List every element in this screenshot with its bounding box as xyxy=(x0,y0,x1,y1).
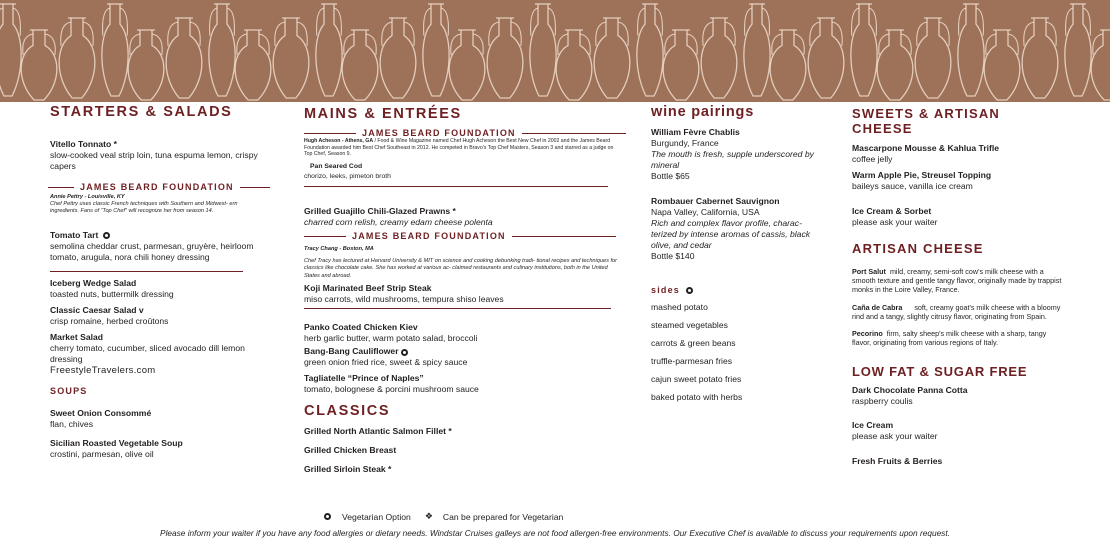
mains-column xyxy=(304,104,624,475)
jbf-label: JAMES BEARD FOUNDATION xyxy=(80,182,234,192)
cheese-name: Caña de Cabra xyxy=(852,302,903,312)
wine-name: Rombauer Cabernet Sauvignon xyxy=(651,196,780,206)
dessert-ice-cream-sorbet xyxy=(852,206,1062,228)
wine-price: Bottle $140 xyxy=(651,251,695,261)
item-desc: semolina cheddar crust, parmesan, gruyère, heirloom tomato, arugula, nora chili honey dressing xyxy=(50,240,254,262)
chef-note: Chef Pettry uses classic French techniques with Southern and Midwest- ern ingredients. Fans of “Top Chef” will recognize her from season 14. xyxy=(50,201,238,215)
item-name: Ice Cream xyxy=(852,420,894,431)
item-desc: raspberry coulis xyxy=(852,396,913,407)
cheese-desc: firm, salty sheep's milk cheese with a sharp, tangy flavor, originating from various regions of Italy. xyxy=(852,329,1049,348)
item-desc: please ask your waiter xyxy=(852,217,938,227)
item-desc: baileys sauce, vanilla ice cream xyxy=(852,181,973,191)
dessert-mascarpone xyxy=(852,143,1062,165)
sides-heading: sides xyxy=(651,285,826,295)
chef-name: Annie Pettry - Louisville, KY xyxy=(50,194,125,200)
item-name: Sweet Onion Consommé xyxy=(50,408,152,419)
jbf-label: JAMES BEARD FOUNDATION xyxy=(362,128,516,138)
menu-item-koji-steak xyxy=(304,283,624,305)
wine-chablis xyxy=(651,127,826,182)
dessert-apple-pie xyxy=(852,170,1062,192)
menu-item-market xyxy=(50,332,265,365)
vegetarian-icon xyxy=(401,349,408,356)
item-desc: flan, chives xyxy=(50,419,93,430)
classic-item: Grilled Chicken Breast xyxy=(304,445,397,456)
wine-note: Rich and complex flavor profile, charac- terized by intense aromas of cassis, black olive, and cedar xyxy=(651,218,811,250)
item-desc: toasted nuts, buttermilk dressing xyxy=(50,289,174,300)
item-name: Koji Marinated Beef Strip Steak xyxy=(304,282,432,293)
wine-price: Bottle $65 xyxy=(651,171,690,181)
item-desc: tomato, bolognese & porcini mushroom sauce xyxy=(304,384,479,395)
classics-heading: CLASSICS xyxy=(304,403,391,420)
legend xyxy=(322,511,563,522)
diamond-icon: ❖ xyxy=(424,511,433,521)
wine-note: The mouth is fresh, supple underscored by mineral xyxy=(651,149,814,170)
item-name: Bang-Bang Cauliflower xyxy=(304,346,399,357)
item-name: Classic Caesar Salad v xyxy=(50,305,144,316)
divider xyxy=(304,308,611,310)
cheese-pecorino xyxy=(852,329,1062,347)
item-desc: crisp romaine, herbed croûtons xyxy=(50,316,169,327)
chef-bio: / Food & Wine Magazine named Chef Hugh Acheson the Best New Chef in 2002 and the James Beard Foundation awarded him Best Chef Southeast in 2012. He competed in Bravo's Top Chef Masters, Season 3 and starred as a judge on Top Chef, Season 9. xyxy=(304,138,614,157)
menu-item-tagliatelle xyxy=(304,373,624,395)
side-item: cajun sweet potato fries xyxy=(651,374,742,384)
item-desc: green onion fried rice, sweet & spicy sauce xyxy=(304,357,468,368)
divider xyxy=(304,186,608,188)
item-name: Fresh Fruits & Berries xyxy=(852,456,943,467)
wine-rombauer xyxy=(651,196,826,262)
vegetarian-icon xyxy=(686,287,693,294)
chef-note xyxy=(304,138,619,158)
item-desc: charred corn relish, creamy edam cheese polenta xyxy=(304,217,493,227)
lowfat-heading: LOW FAT & SUGAR FREE xyxy=(852,364,1028,380)
sweets-heading: SWEETS & ARTISAN CHEESE xyxy=(852,106,1001,136)
james-beard-banner xyxy=(48,182,265,192)
cheese-desc: soft, creamy goat's milk cheese with a bloomy rind and a tangy, slightly citrusy flavor, originating from Spain. xyxy=(852,302,1063,321)
wine-column xyxy=(651,104,826,403)
menu-item-onion-consomme xyxy=(50,408,265,430)
chef-name: Tracy Chang - Boston, MA xyxy=(304,246,374,252)
prep-legend-label: Can be prepared for Vegetarian xyxy=(442,511,564,522)
chef-note: Chef Tracy has lectured at Harvard University & MIT on science and cooking debunking tradi- tional recipes and techniques for classics like chocolate cake. She has worked at various ac- claimed restaurants and culinary institutions, both in the United States and abroad. xyxy=(304,258,617,279)
cheese-heading: ARTISAN CHEESE xyxy=(852,241,984,256)
item-name: Panko Coated Chicken Kiev xyxy=(304,322,418,333)
item-desc: crostini, parmesan, olive oil xyxy=(50,449,154,460)
item-desc: cherry tomato, cucumber, sliced avocado dill lemon dressing xyxy=(50,343,245,365)
menu-item-caesar xyxy=(50,305,265,327)
starters-column xyxy=(50,104,265,460)
item-name: Market Salad xyxy=(50,332,104,343)
item-name: Dark Chocolate Panna Cotta xyxy=(852,385,968,396)
wine-heading: wine pairings xyxy=(651,104,755,120)
starters-heading: STARTERS & SALADS xyxy=(50,104,233,120)
side-item: steamed vegetables xyxy=(651,320,728,330)
mains-heading: MAINS & ENTRÉES xyxy=(304,106,462,122)
wine-region: Burgundy, France xyxy=(651,138,719,148)
cheese-desc: mild, creamy, semi-soft cow's milk cheese with a smooth texture and gentle tangy flavor, originally made by trappist monks in the Loire Valley, France. xyxy=(852,267,1064,295)
side-item: baked potato with herbs xyxy=(651,392,743,402)
menu-item-bangbang xyxy=(304,346,624,368)
item-desc: herb garlic butter, warm potato salad, broccoli xyxy=(304,333,478,344)
item-name: Tomato Tart xyxy=(50,229,99,240)
dessert-panna-cotta xyxy=(852,385,1062,407)
side-item: carrots & green beans xyxy=(651,338,736,348)
item-name: Mascarpone Mousse & Kahlua Trifle xyxy=(852,143,1000,153)
jbf-label: JAMES BEARD FOUNDATION xyxy=(352,231,506,241)
cheese-name: Pecorino xyxy=(852,329,883,339)
soups-heading: SOUPS xyxy=(50,386,88,397)
menu-item-iceberg xyxy=(50,278,265,300)
wine-region: Napa Valley, California, USA xyxy=(651,207,760,217)
item-desc: miso carrots, wild mushrooms, tempura shiso leaves xyxy=(304,293,504,304)
item-name: Ice Cream & Sorbet xyxy=(852,206,932,216)
james-beard-banner xyxy=(304,128,624,138)
wine-name: William Fèvre Chablis xyxy=(651,127,740,137)
james-beard-banner xyxy=(304,231,624,241)
menu-item-tomato-tart xyxy=(50,230,265,263)
decorative-banner xyxy=(0,0,1110,102)
divider xyxy=(50,271,243,273)
cheese-cana-de-cabra xyxy=(852,303,1062,321)
side-item: mashed potato xyxy=(651,302,708,312)
menu-item-prawns xyxy=(304,206,624,228)
dessert-ice-cream xyxy=(852,420,1062,442)
item-name: Vitello Tonnato * xyxy=(50,139,117,149)
item-name: Iceberg Wedge Salad xyxy=(50,278,137,289)
side-item: truffle-parmesan fries xyxy=(651,356,733,366)
classic-item: Grilled North Atlantic Salmon Fillet * xyxy=(304,426,452,437)
watermark-text: FreestyleTravelers.com xyxy=(50,365,156,377)
item-name: Sicilian Roasted Vegetable Soup xyxy=(50,438,183,449)
vegetarian-icon xyxy=(324,513,331,520)
item-name: Grilled Guajillo Chili-Glazed Prawns * xyxy=(304,206,456,216)
cheese-port-salut xyxy=(852,267,1062,295)
vegetarian-icon xyxy=(103,232,110,239)
item-desc: slow-cooked veal strip loin, tuna espuma lemon, crispy capers xyxy=(50,150,258,171)
item-desc: please ask your waiter xyxy=(852,431,938,442)
veg-legend-label: Vegetarian Option xyxy=(342,511,411,522)
amphora-pattern-icon xyxy=(0,0,1110,102)
sweets-column xyxy=(852,104,1062,467)
menu-item-chicken-kiev xyxy=(304,322,624,344)
item-name: Tagliatelle “Prince of Naples” xyxy=(304,373,424,384)
menu-item-cod xyxy=(304,161,624,181)
chef-name: Hugh Acheson - Athens, GA xyxy=(304,138,374,144)
allergy-footer: Please inform your waiter if you have any food allergies or dietary needs. Windstar Cruises galleys are not food allergen-free environments. Our Executive Chef is available to discuss your requirements upon request. xyxy=(160,528,950,538)
item-desc: coffee jelly xyxy=(852,154,893,164)
menu-item-vitello xyxy=(50,139,265,172)
item-name: Pan Seared Cod xyxy=(310,162,363,170)
item-desc: chorizo, leeks, pimeton broth xyxy=(304,172,391,180)
cheese-name: Port Salut xyxy=(852,267,886,276)
item-name: Warm Apple Pie, Streusel Topping xyxy=(852,170,992,180)
menu-item-sicilian-soup xyxy=(50,438,265,460)
dessert-fruits xyxy=(852,456,1062,467)
classic-item: Grilled Sirloin Steak * xyxy=(304,464,392,475)
